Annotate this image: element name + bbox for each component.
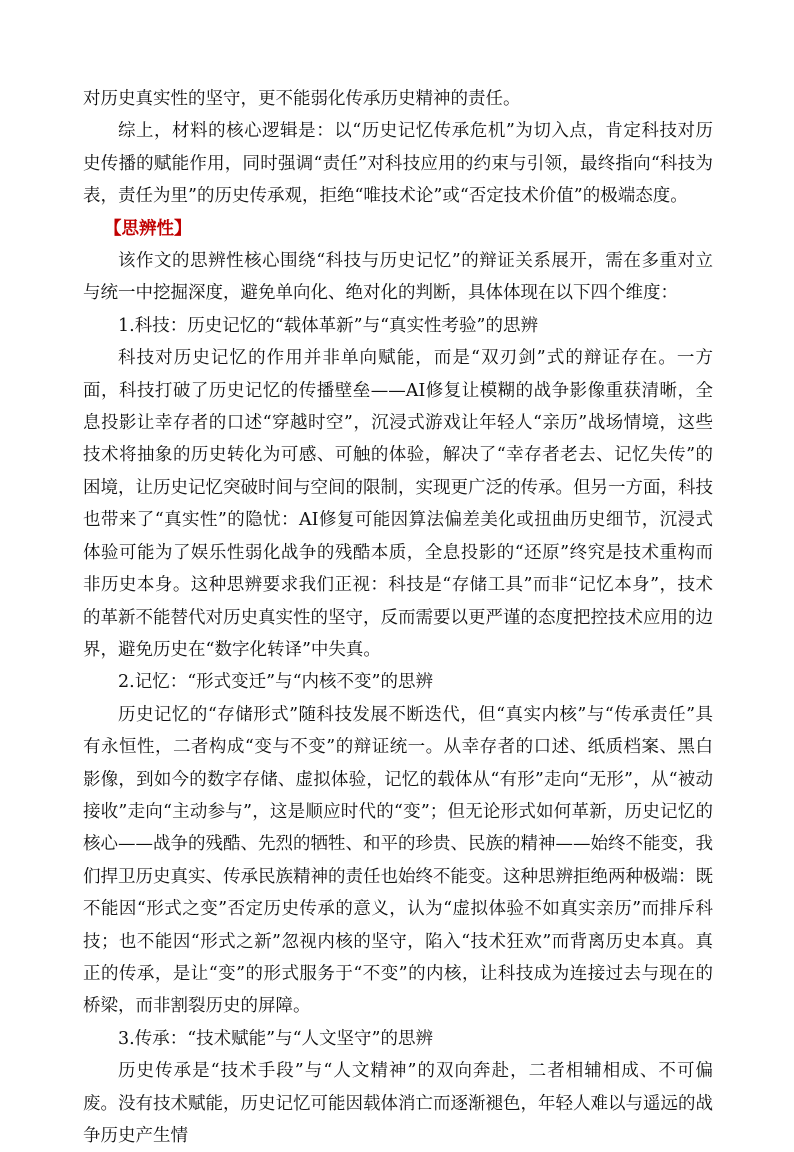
subheading-3: 3.传承：“技术赋能”与“人文坚守”的思辨: [118, 1028, 433, 1049]
subheading-2: 2.记忆：“形式变迁”与“内核不变”的思辨: [118, 672, 433, 693]
section-heading: 【思辨性】: [104, 218, 192, 239]
paragraph-intro: 该作文的思辨性核心围绕“科技与历史记忆”的辩证关系展开，需在多重对立与统一中挖掘深度，避免单向化、绝对化的判断，具体体现在以下四个维度：: [83, 251, 713, 304]
paragraph-1: 科技对历史记忆的作用并非单向赋能，而是“双刃剑”式的辩证存在。一方面，科技打破了历史记忆的传播壁垒——AI修复让模糊的战争影像重获清晰，全息投影让幸存者的口述“穿越时空”，沉浸式游戏让年轻人“亲历”战场情境，这些技术将抽象的历史转化为可感、可触的体验，解决了“幸存者老去、记忆失传”的困境，让历史记忆突破时间与空间的限制，实现更广泛的传承。但另一方面，科技也带来了“真实性”的隐忧：AI修复可能因算法偏差美化或扭曲历史细节，沉浸式体验可能为了娱乐性弱化战争的残酷本质，全息投影的“还原”终究是技术重构而非历史本身。这种思辨要求我们正视：科技是“存储工具”而非“记忆本身”，技术的革新不能替代对历史真实性的坚守，反而需要以更严谨的态度把控技术应用的边界，避免历史在“数字化转译”中失真。: [83, 348, 713, 660]
paragraph-2: 历史记忆的“存储形式”随科技发展不断迭代，但“真实内核”与“传承责任”具有永恒性，二者构成“变与不变”的辩证统一。从幸存者的口述、纸质档案、黑白影像，到如今的数字存储、虚拟体验，记忆的载体从“有形”走向“无形”，从“被动接收”走向“主动参与”，这是顺应时代的“变”；但无论形式如何革新，历史记忆的核心——战争的残酷、先烈的牺牲、和平的珍贵、民族的精神——始终不能变，我们捍卫历史真实、传承民族精神的责任也始终不能变。这种思辨拒绝两种极端：既不能因“形式之变”否定历史传承的意义，认为“虚拟体验不如真实亲历”而排斥科技；也不能因“形式之新”忽视内核的坚守，陷入“技术狂欢”而背离历史本真。真正的传承，是让“变”的形式服务于“不变”的内核，让科技成为连接过去与现在的桥梁，而非割裂历史的屏障。: [83, 704, 713, 1017]
paragraph-3: 历史传承是“技术手段”与“人文精神”的双向奔赴，二者相辅相成、不可偏废。没有技术赋能，历史记忆可能因载体消亡而逐渐褪色，年轻人难以与遥远的战争历史产生情: [83, 1061, 713, 1146]
paragraph-continuation: 对历史真实性的坚守，更不能弱化传承历史精神的责任。: [83, 89, 521, 109]
subheading-1: 1.科技：历史记忆的“载体革新”与“真实性考验”的思辨: [118, 315, 538, 336]
document-page: [83, 83, 713, 1152]
paragraph-summary: 综上，材料的核心逻辑是：以“历史记忆传承危机”为切入点，肯定科技对历史传播的赋能作用，同时强调“责任”对科技应用的约束与引领，最终指向“科技为表，责任为里”的历史传承观，拒绝“唯技术论”或“否定技术价值”的极端态度。: [83, 121, 713, 207]
